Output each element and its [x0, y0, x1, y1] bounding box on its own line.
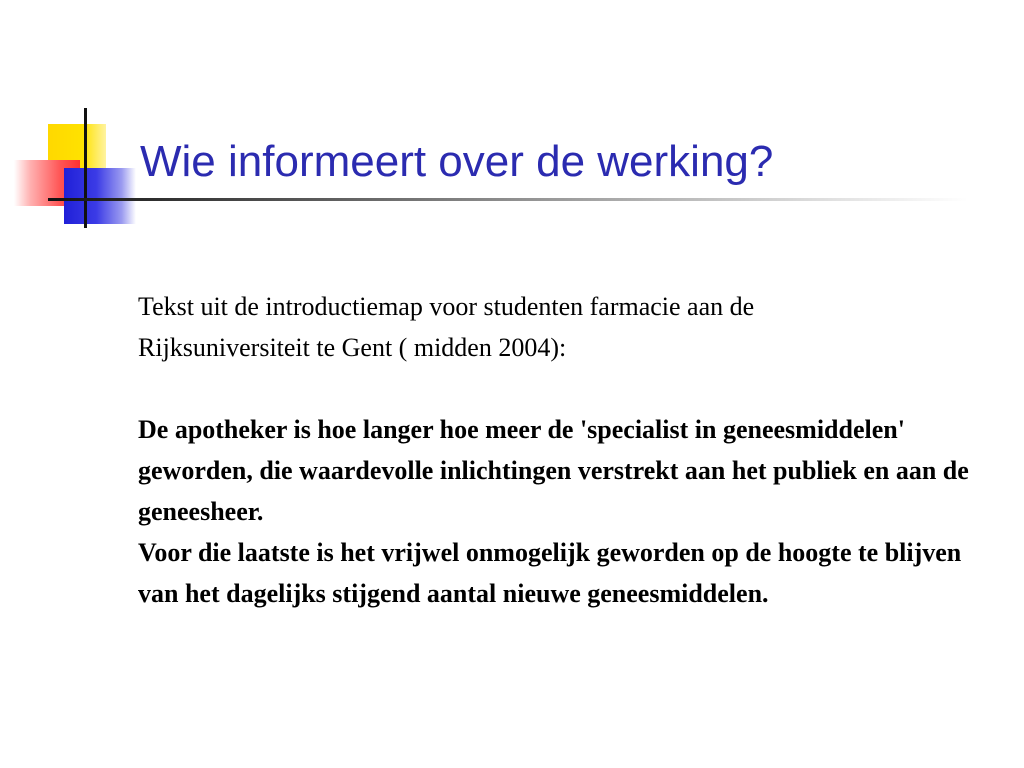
vertical-rule-decoration [84, 108, 87, 228]
intro-text: Tekst uit de introductiemap voor studenten farmacie aan de Rijksuniversiteit te Gent ( midden 2004): [138, 292, 755, 362]
blue-square-decoration [64, 168, 136, 224]
paragraph-spacer [138, 368, 988, 409]
quote-paragraph-2: Voor die laatste is het vrijwel onmogelijk geworden op de hoogte te blijven van het dagelijks stijgend aantal nieuwe geneesmiddelen. [138, 538, 962, 608]
title-underline-rule [48, 198, 968, 201]
quote-paragraph-1: De apotheker is hoe langer hoe meer de 'specialist in geneesmiddelen' geworden, die waardevolle inlichtingen verstrekt aan het publiek en aan de geneesheer. [138, 415, 969, 526]
slide-body [138, 286, 988, 614]
slide-title: Wie informeert over de werking? [140, 137, 774, 186]
